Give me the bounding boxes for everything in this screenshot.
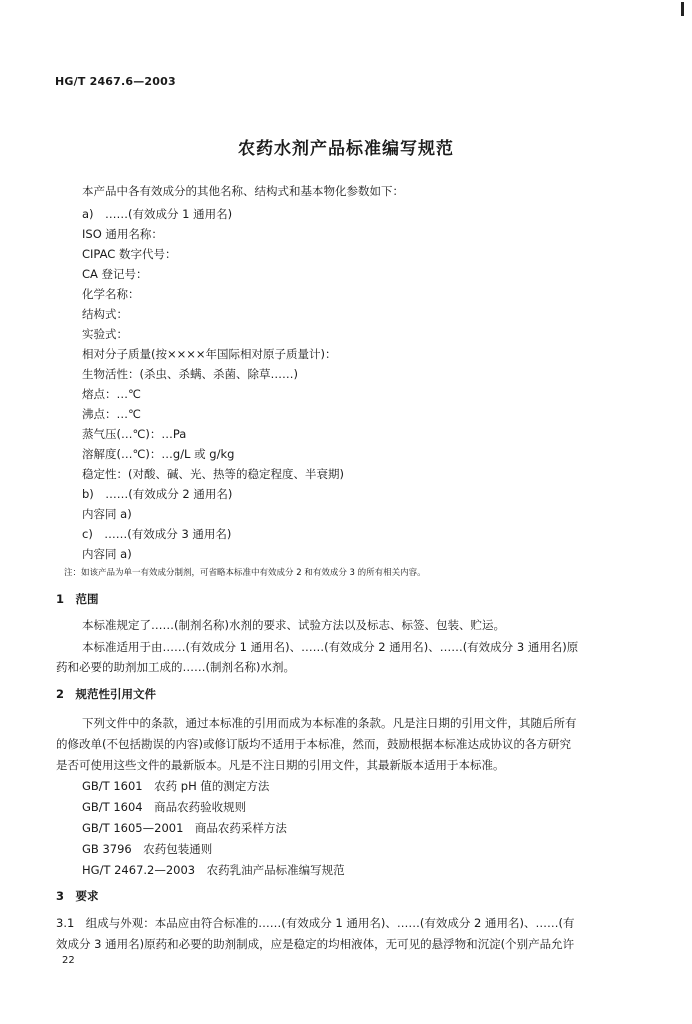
text-line: 本标准适用于由……(有效成分 1 通用名)、……(有效成分 2 通用名)、……(有效成分 3 通用名)原	[82, 640, 579, 654]
text-line: 内容同 a)	[82, 507, 132, 521]
text-line: 本产品中各有效成分的其他名称、结构式和基本物化参数如下：	[82, 184, 404, 198]
text-line: 下列文件中的条款，通过本标准的引用而成为本标准的条款。凡是注日期的引用文件，其随后所有	[82, 716, 577, 730]
text-line: 蒸气压(…℃)：…Pa	[82, 427, 187, 441]
text-line: b) ……(有效成分 2 通用名)	[82, 487, 233, 501]
text-line: 溶解度(…℃)：…g/L 或 g/kg	[82, 447, 235, 461]
text-line: 内容同 a)	[82, 547, 132, 561]
reference-line: HG/T 2467.2—2003 农药乳油产品标准编写规范	[82, 863, 345, 877]
reference-line: GB/T 1605—2001 商品农药采样方法	[82, 821, 287, 835]
text-line: 结构式：	[82, 307, 128, 321]
text-line: 实验式：	[82, 327, 128, 341]
text-line: ISO 通用名称：	[82, 227, 163, 241]
scan-edge-mark	[681, 2, 684, 16]
reference-line: GB 3796 农药包装通则	[82, 842, 213, 856]
note-line: 注：如该产品为单一有效成分制剂，可省略本标准中有效成分 2 和有效成分 3 的所有相关内容。	[64, 568, 426, 578]
text-line: a) ……(有效成分 1 通用名)	[82, 207, 233, 221]
text-line: 沸点：…℃	[82, 407, 141, 421]
text-line: CA 登记号：	[82, 267, 148, 281]
text-line: 的修改单(不包括勘误的内容)或修订版均不适用于本标准，然而，鼓励根据本标准达成协议的各方研究	[56, 737, 571, 751]
text-line: 稳定性：(对酸、碱、光、热等的稳定程度、半衰期)	[82, 467, 344, 481]
text-line: 药和必要的助剂加工成的……(制剂名称)水剂。	[56, 660, 295, 674]
text-line: 相对分子质量(按××××年国际相对原子质量计)：	[82, 347, 337, 361]
reference-line: GB/T 1601 农药 pH 值的测定方法	[82, 779, 270, 793]
standard-code: HG/T 2467.6—2003	[55, 75, 176, 88]
text-line: c) ……(有效成分 3 通用名)	[82, 527, 232, 541]
document-title: 农药水剂产品标准编写规范	[238, 139, 454, 159]
text-line: 是否可使用这些文件的最新版本。凡是不注日期的引用文件，其最新版本适用于本标准。	[56, 758, 505, 772]
text-line: 熔点：…℃	[82, 387, 141, 401]
section-heading: 1 范围	[56, 592, 99, 606]
text-line: 3.1 组成与外观：本品应由符合标准的……(有效成分 1 通用名)、……(有效成分 2 通用名)、……(有	[56, 916, 575, 930]
text-line: CIPAC 数字代号：	[82, 247, 177, 261]
text-line: 化学名称：	[82, 287, 140, 301]
text-line: 效成分 3 通用名)原药和必要的助剂制成，应是稳定的均相液体，无可见的悬浮物和沉淀(个别产品允许	[56, 937, 575, 951]
reference-line: GB/T 1604 商品农药验收规则	[82, 800, 247, 814]
section-heading: 3 要求	[56, 889, 99, 903]
text-line: 本标准规定了……(制剂名称)水剂的要求、试验方法以及标志、标签、包装、贮运。	[82, 618, 505, 632]
section-heading: 2 规范性引用文件	[56, 687, 157, 701]
text-line: 生物活性：(杀虫、杀螨、杀菌、除草……)	[82, 367, 298, 381]
page-number: 22	[62, 955, 75, 966]
